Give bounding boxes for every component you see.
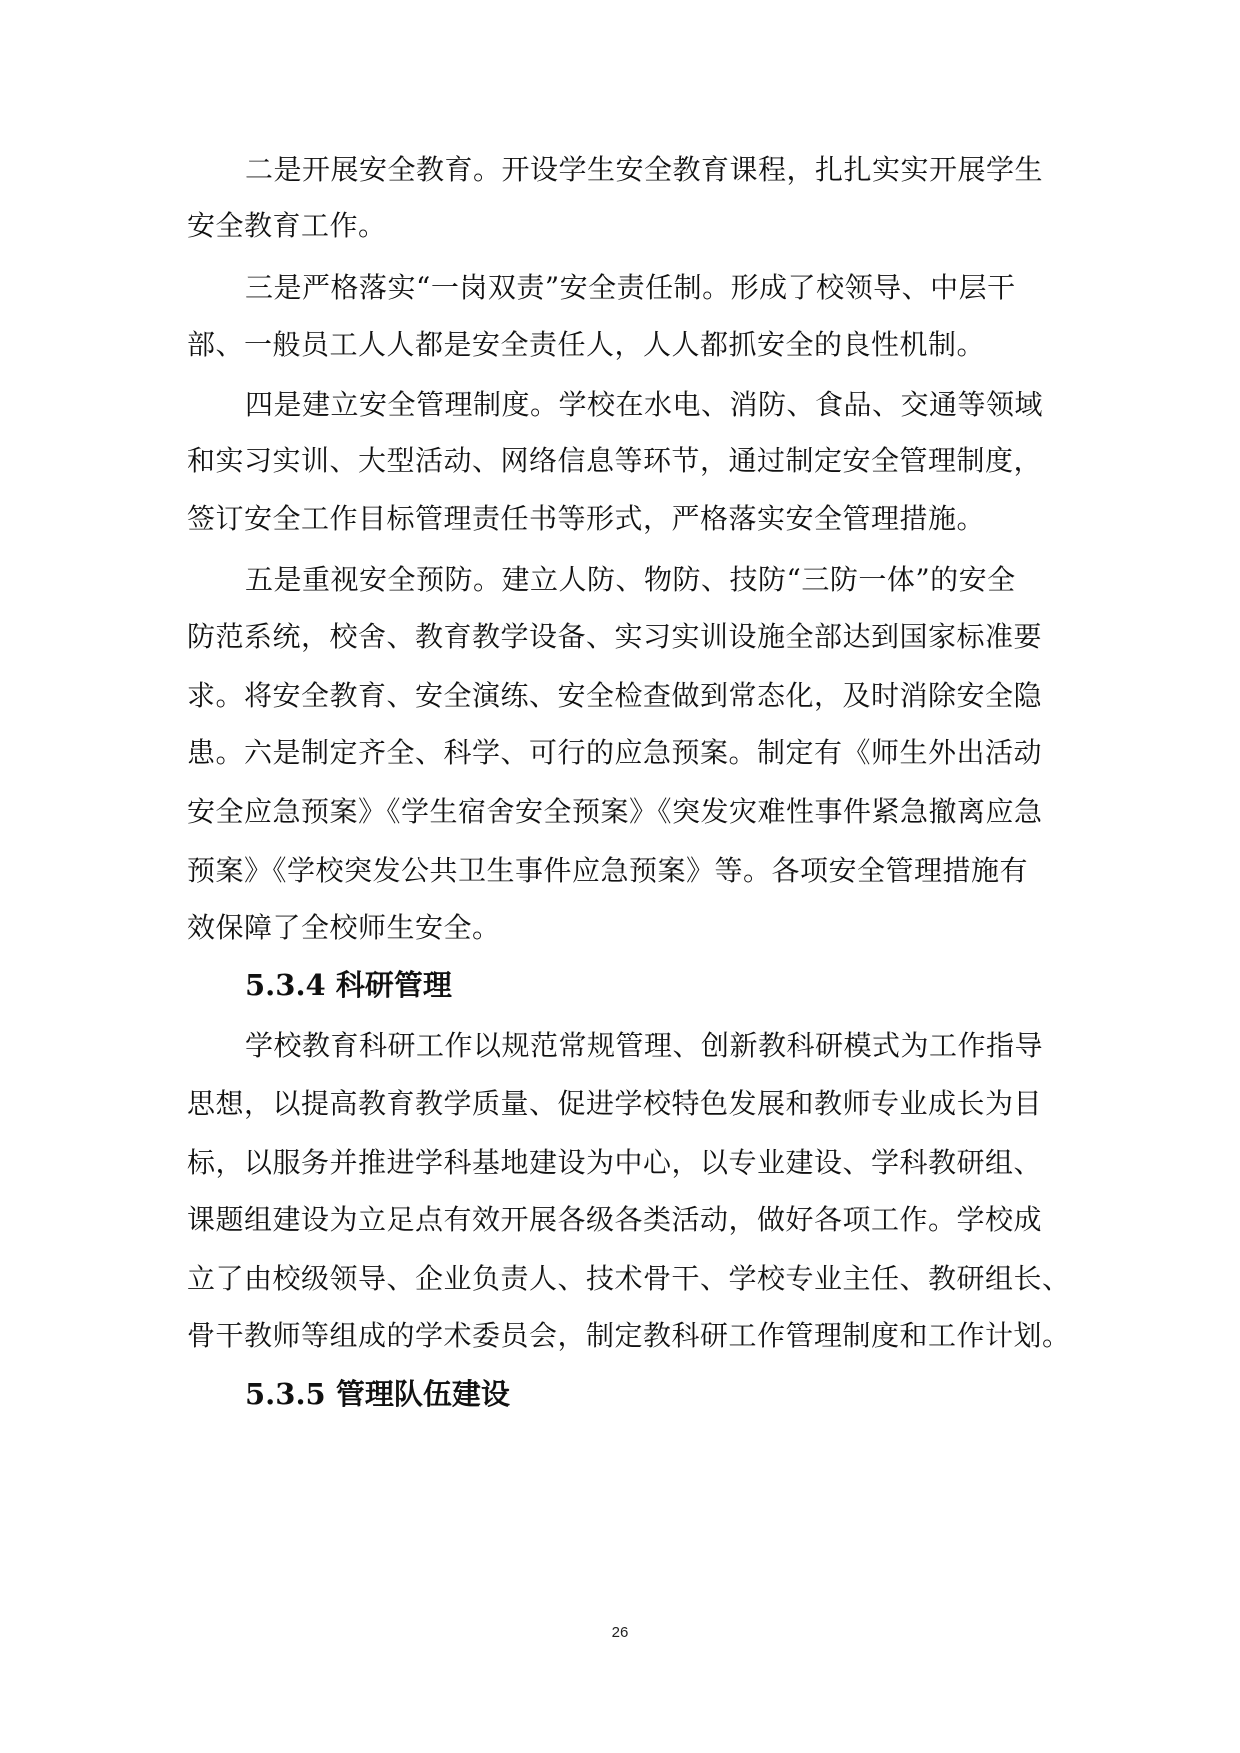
page-number: 26 (611, 1624, 629, 1641)
paragraph-line: 二是开展安全教育。开设学生安全教育课程，扎扎实实开展学生 (245, 153, 1044, 186)
section-heading-5-3-4: 5.3.4 科研管理 (245, 968, 452, 1002)
paragraph-line: 安全教育工作。 (187, 209, 387, 242)
paragraph-line: 预案》《学校突发公共卫生事件应急预案》等。各项安全管理措施有 (187, 854, 1029, 887)
paragraph-line: 签订安全工作目标管理责任书等形式，严格落实安全管理措施。 (187, 502, 986, 535)
paragraph-line: 五是重视安全预防。建立人防、物防、技防“三防一体”的安全 (245, 563, 1016, 596)
paragraph-line: 学校教育科研工作以规范常规管理、创新教科研模式为工作指导 (245, 1029, 1044, 1062)
paragraph-line: 课题组建设为立足点有效开展各级各类活动，做好各项工作。学校成 (187, 1203, 1043, 1236)
paragraph-line: 立了由校级领导、企业负责人、技术骨干、学校专业主任、教研组长、 (187, 1262, 1071, 1295)
paragraph-line: 三是严格落实“一岗双责”安全责任制。形成了校领导、中层干 (245, 271, 1016, 304)
paragraph-line: 患。六是制定齐全、科学、可行的应急预案。制定有《师生外出活动 (187, 736, 1043, 769)
paragraph-line: 防范系统，校舍、教育教学设备、实习实训设施全部达到国家标准要 (187, 620, 1043, 653)
paragraph-line: 四是建立安全管理制度。学校在水电、消防、食品、交通等领域 (245, 388, 1044, 421)
paragraph-line: 部、一般员工人人都是安全责任人，人人都抓安全的良性机制。 (187, 328, 986, 361)
paragraph-line: 安全应急预案》《学生宿舍安全预案》《突发灾难性事件紧急撤离应急 (187, 795, 1043, 828)
section-heading-5-3-5: 5.3.5 管理队伍建设 (245, 1377, 510, 1411)
paragraph-line: 骨干教师等组成的学术委员会，制定教科研工作管理制度和工作计划。 (187, 1319, 1071, 1352)
paragraph-line: 和实习实训、大型活动、网络信息等环节，通过制定安全管理制度， (187, 444, 1043, 477)
paragraph-line: 思想，以提高教育教学质量、促进学校特色发展和教师专业成长为目 (187, 1087, 1043, 1120)
paragraph-line: 标，以服务并推进学科基地建设为中心，以专业建设、学科教研组、 (187, 1146, 1043, 1179)
paragraph-line: 效保障了全校师生安全。 (187, 911, 501, 944)
paragraph-line: 求。将安全教育、安全演练、安全检查做到常态化，及时消除安全隐 (187, 679, 1043, 712)
